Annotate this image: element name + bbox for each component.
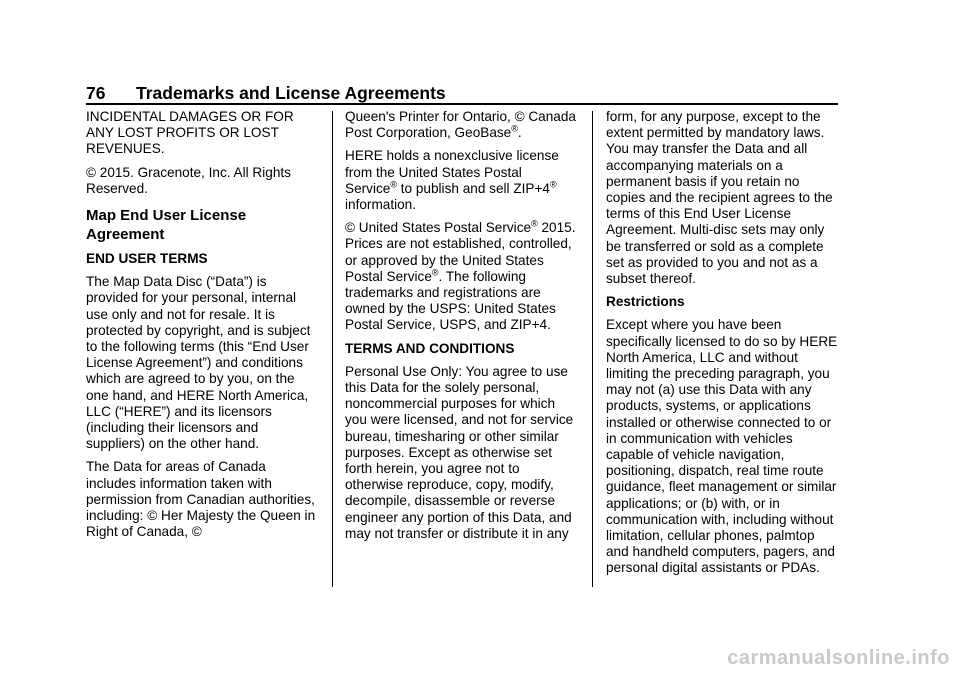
text-segment: HERE holds a nonexclusive license from the United States Postal Service (345, 148, 559, 196)
registered-mark: ® (511, 123, 518, 134)
text-segment: 2015. Prices are not established, controlled, or approved by the United States Postal Service (345, 220, 576, 284)
page-number: 76 (86, 83, 106, 103)
text-segment: to publish and sell ZIP+4 (396, 180, 550, 196)
subheading-terms-and-conditions: TERMS AND CONDITIONS (345, 340, 515, 356)
subheading-end-user-terms: END USER TERMS (86, 251, 208, 267)
paragraph-queens-printer (345, 109, 577, 141)
paragraph-map-data-disc: The Map Data Disc (“Data”) is provided for your personal, internal use only and not for resale. It is protected by copyright, and is subject to the following terms (this “End User License Agreement”) and conditions which are agreed to by you, on the one hand, and HERE North America, LLC (“HERE”) and its licensors (including their licensors and suppliers) on the other hand. (86, 274, 311, 452)
page-title: Trademarks and License Agreements (136, 83, 446, 103)
text-segment: . The following trademarks and registrations are owned by the USPS: United States Postal Service, USPS, and ZIP+4. (345, 268, 556, 333)
column-middle (345, 109, 577, 549)
section-heading-map-eula: Map End User License Agreement (86, 207, 247, 243)
text-segment: information. (345, 197, 417, 213)
text-segment: © United States Postal Service (345, 220, 532, 236)
header-rule (86, 103, 838, 105)
paragraph-here-license (345, 148, 577, 213)
text-segment: . (517, 125, 522, 141)
paragraph-personal-use: Personal Use Only: You agree to use this Data for the solely personal, noncommercial purposes for which you were licensed, and not for service bureau, timesharing or other similar purposes. Except as otherwise set forth herein, you agree not to otherwise reproduce, copy, modify, decompile, disassemble or reverse engineer any portion of this Data, and may not transfer or distribute it in any (345, 363, 574, 541)
registered-mark: ® (550, 179, 557, 190)
paragraph-restrictions: Except where you have been specifically licensed to do so by HERE North America, LLC and without limiting the preceding paragraph, you may not (a) use this Data with any products, systems, or applications installed or otherwise connected to or in communication with vehicles capable of vehicle navigation, positioning, dispatch, real time route guidance, fleet management or similar applications; or (b) with, or in communication with, including without limitation, cellular phones, palmtop and handheld computers, pagers, and personal digital assistants or PDAs. (606, 317, 838, 576)
column-right (606, 109, 838, 584)
registered-mark: ® (431, 267, 439, 278)
watermark-text: carmanualsonline.info (727, 647, 950, 669)
paragraph-transfer: form, for any purpose, except to the extent permitted by mandatory laws. You may transfer the Data and all accompanying materials on a permanent basis if you retain no copies and the recipient agrees to the terms of this End User License Agreement. Multi-disc sets may only be transferred or sold as a complete set as provided to you and not as a subset thereof. (606, 109, 833, 287)
subheading-restrictions: Restrictions (606, 294, 685, 310)
paragraph-canada-data: The Data for areas of Canada includes information taken with permission from Canadian authorities, including: © Her Majesty the Queen in Right of Canada, © (86, 459, 316, 540)
paragraph-usps (345, 220, 577, 333)
registered-mark: ® (531, 218, 538, 229)
column-left (86, 109, 318, 547)
paragraph-gracenote-copyright: © 2015. Gracenote, Inc. All Rights Reserved. (86, 164, 291, 196)
column-divider-1 (332, 111, 333, 587)
paragraph-incidental-damages: INCIDENTAL DAMAGES OR FOR ANY LOST PROFITS OR LOST REVENUES. (86, 109, 294, 157)
registered-mark: ® (390, 179, 397, 190)
page-header (86, 82, 838, 104)
text-segment: Queen's Printer for Ontario, © Canada Post Corporation, GeoBase (345, 109, 576, 141)
column-divider-2 (592, 111, 593, 587)
